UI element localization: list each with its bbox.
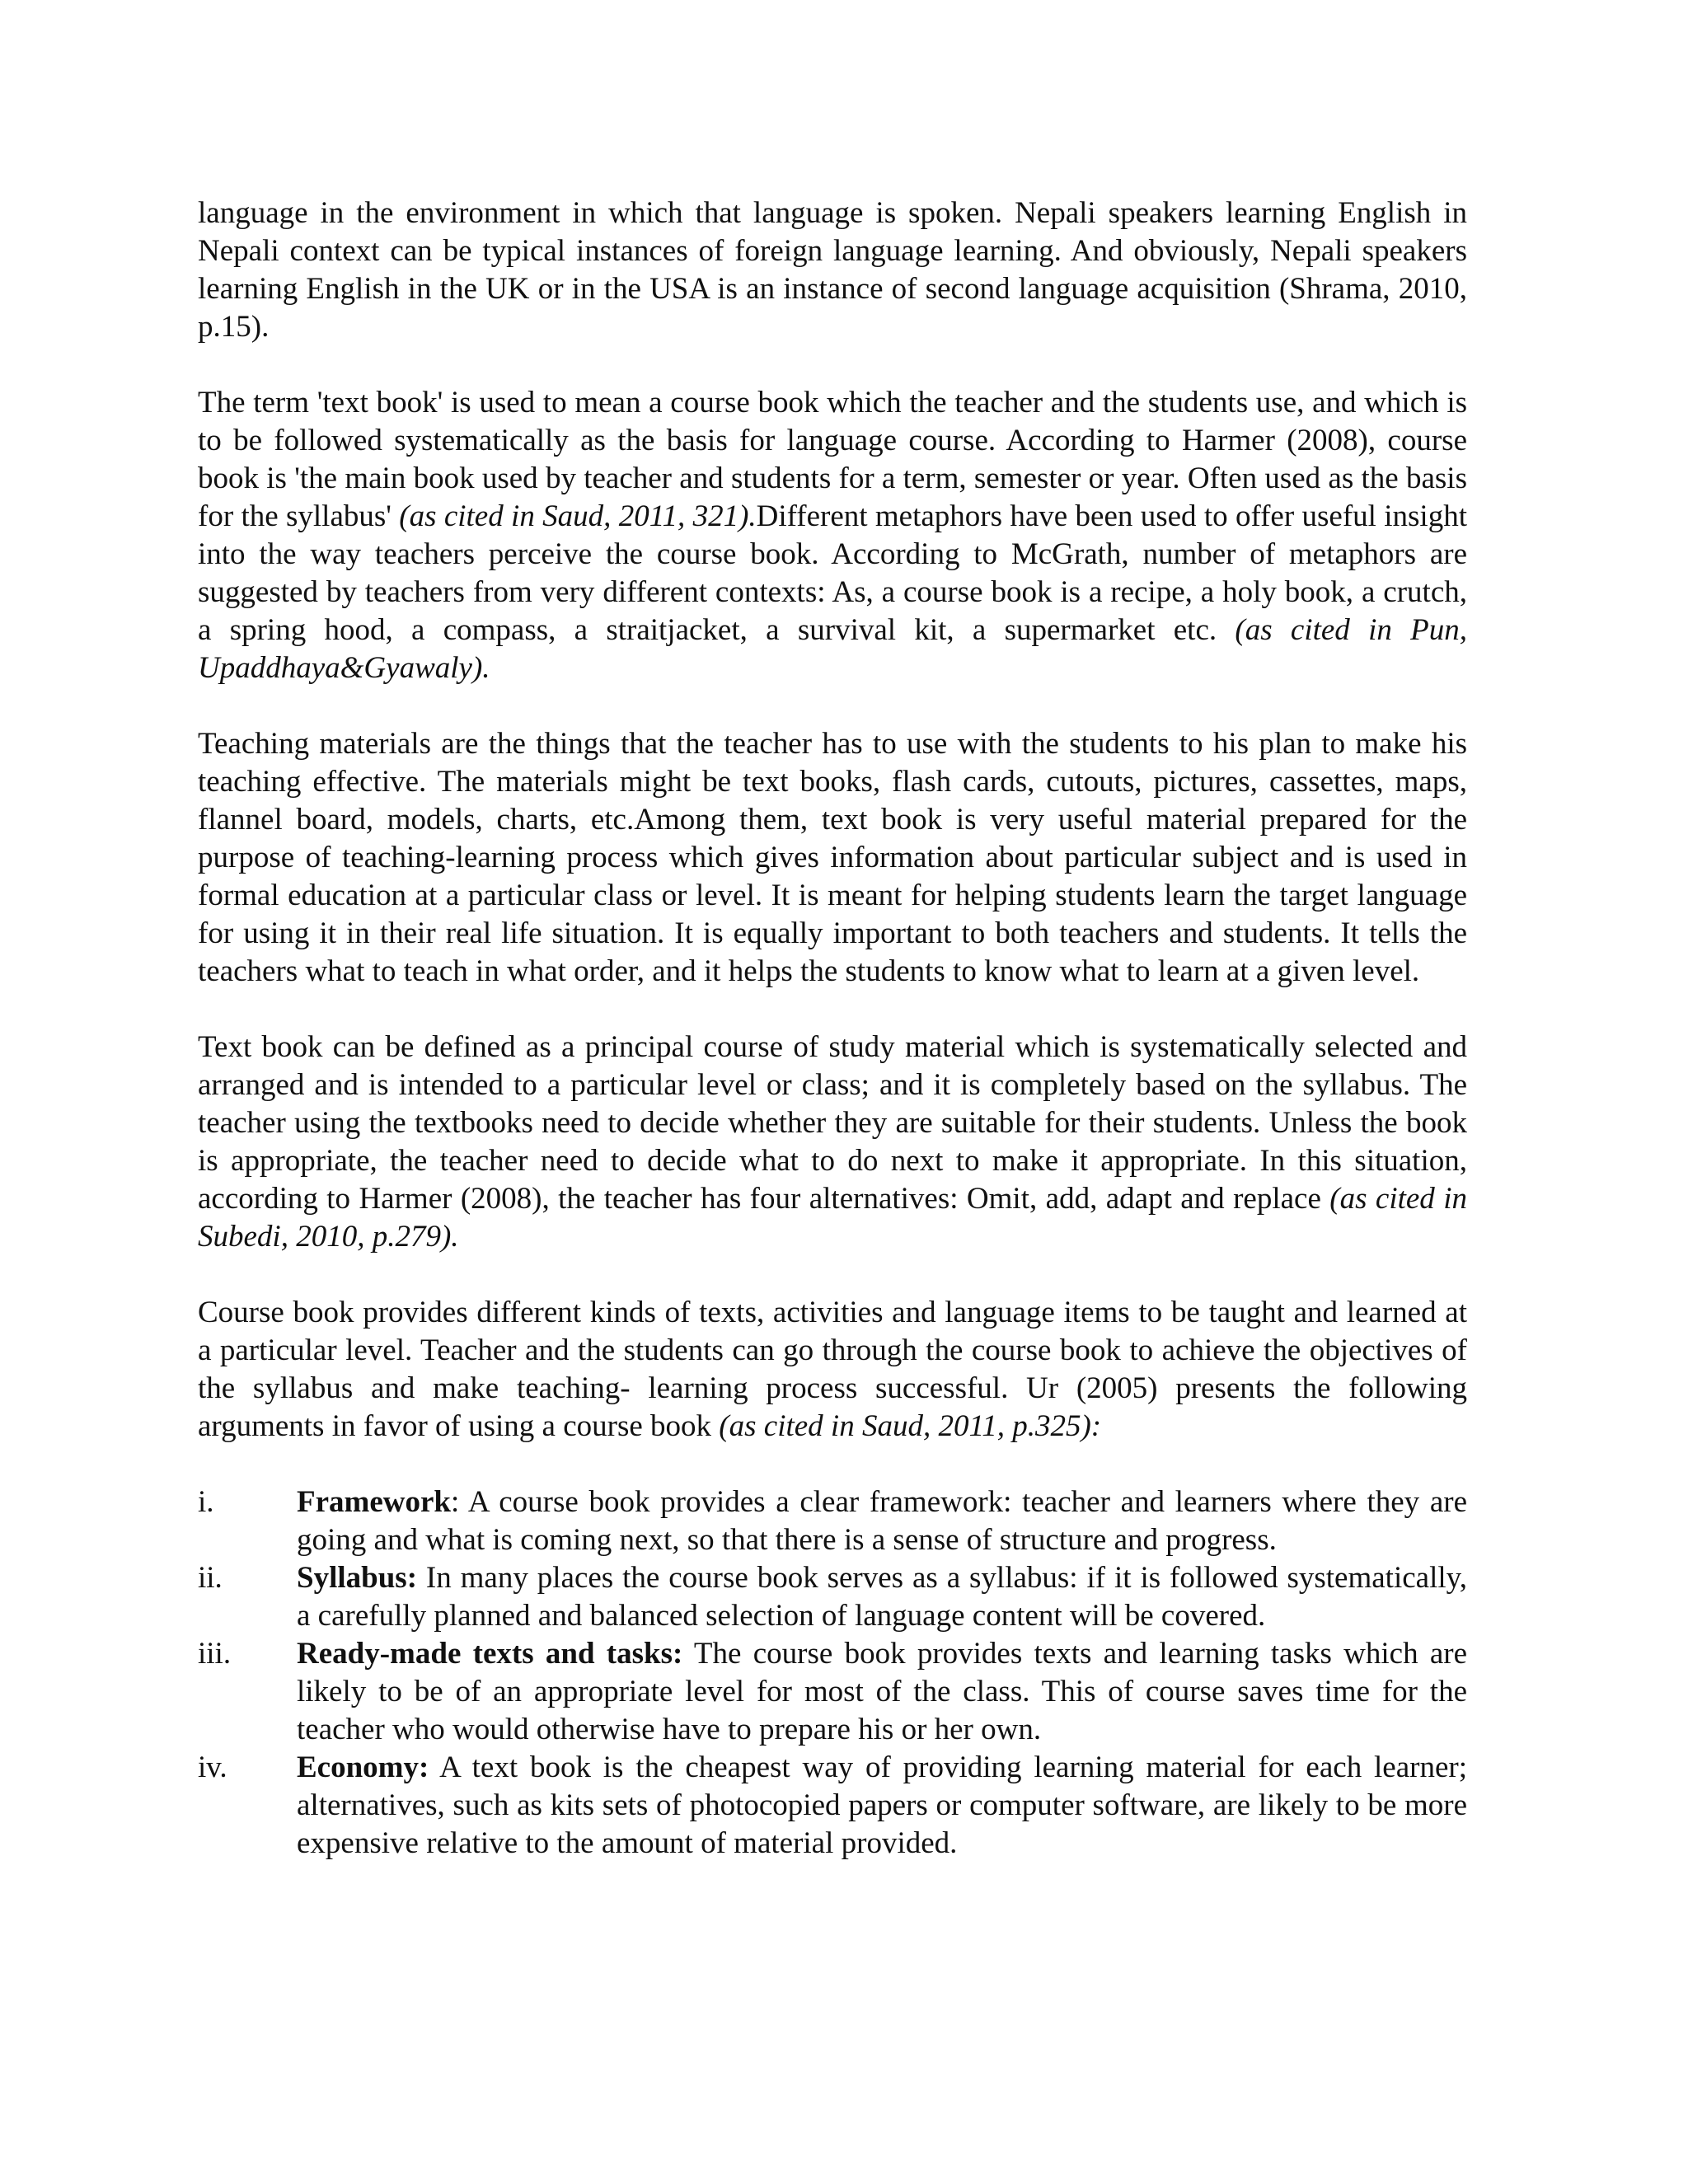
list-item-economy	[198, 1749, 1467, 1863]
citation: (as cited in Pun, Upaddhaya&Gyawaly).	[198, 613, 1467, 685]
paragraph-text: The term 'text book' is used to mean a course book which the teacher and the students use, and which is to be followed systematically as the basis for language course. According to Harmer (2008), course book is 'the main book used by teacher and students for a term, semester or year. Often used as the basis for the syllabus'	[198, 386, 1467, 533]
citation: (as cited in Saud, 2011, p.325):	[719, 1409, 1102, 1443]
paragraph-text: language in the environment in which that language is spoken. Nepali speakers learning English in Nepali context can be typical instances of foreign language learning. And obviously, Nepali speakers learning English in the UK or in the USA is an instance of second language acquisition (Shrama, 2010, p.15).	[198, 196, 1467, 344]
list-text: A text book is the cheapest way of providing learning material for each learner; alternatives, such as kits sets of photocopied papers or computer software, are likely to be more expensive relative to the amount of material provided.	[297, 1750, 1467, 1860]
paragraph-language-environment	[198, 194, 1467, 346]
list-item-syllabus	[198, 1559, 1467, 1635]
list-item-ready-made	[198, 1635, 1467, 1749]
paragraph-text: Teaching materials are the things that the teacher has to use with the students to his plan to make his teaching effective. The materials might be text books, flash cards, cutouts, pictures, cassettes, maps, flannel board, models, charts, etc.Among them, text book is very useful material prepared for the purpose of teaching-learning process which gives information about particular subject and is used in formal education at a particular class or level. It is meant for helping students learn the target language for using it in their real life situation. It is equally important to both teachers and students. It tells the teachers what to teach in what order, and it helps the students to know what to learn at a given level.	[198, 727, 1467, 988]
list-item-framework	[198, 1483, 1467, 1559]
list-term: Ready-made texts and tasks:	[297, 1637, 683, 1671]
paragraph-text-continued: Different metaphors have been used to offer useful insight into the way teachers perceive the course book. According to McGrath, number of metaphors are suggested by teachers from very different contexts: As, a course book is a recipe, a holy book, a crutch, a spring hood, a compass, a straitjacket, a survival kit, a supermarket etc.	[198, 499, 1467, 647]
citation: (as cited in Saud, 2011, 321).	[399, 499, 757, 533]
list-text: The course book provides texts and learning tasks which are likely to be of an appropriate level for most of the class. This of course saves time for the teacher who would otherwise have to prepare his or her own.	[297, 1637, 1468, 1746]
paragraph-teaching-materials	[198, 725, 1467, 991]
arguments-list	[198, 1483, 1467, 1863]
paragraph-text-book-term	[198, 384, 1467, 687]
list-term: Syllabus:	[297, 1561, 418, 1595]
list-text: : A course book provides a clear framework: teacher and learners where they are going and what is coming next, so that there is a sense of structure and progress.	[297, 1485, 1467, 1557]
list-marker: iv.	[198, 1750, 227, 1784]
paragraph-text: Course book provides different kinds of texts, activities and language items to be taught and learned at a particular level. Teacher and the students can go through the course book to achieve the objectives of the syllabus and make teaching- learning process successful. Ur (2005) presents the following arguments in favor of using a course book	[198, 1296, 1467, 1443]
paragraph-text-book-definition	[198, 1029, 1467, 1256]
list-marker: iii.	[198, 1637, 232, 1671]
document-page	[198, 194, 1467, 1863]
list-term: Economy:	[297, 1750, 429, 1784]
paragraph-course-book-provides	[198, 1294, 1467, 1446]
list-term: Framework	[297, 1485, 451, 1519]
list-text: In many places the course book serves as a syllabus: if it is followed systematically, a carefully planned and balanced selection of language content will be covered.	[297, 1561, 1467, 1633]
citation: (as cited in Subedi, 2010, p.279).	[198, 1182, 1467, 1254]
list-marker: ii.	[198, 1561, 223, 1595]
list-marker: i.	[198, 1485, 214, 1519]
paragraph-text: Text book can be defined as a principal course of study material which is systematically selected and arranged and is intended to a particular level or class; and it is completely based on the syllabus. The teacher using the textbooks need to decide whether they are suitable for their students. Unless the book is appropriate, the teacher need to decide what to do next to make it appropriate. In this situation, according to Harmer (2008), the teacher has four alternatives: Omit, add, adapt and replace	[198, 1030, 1467, 1216]
